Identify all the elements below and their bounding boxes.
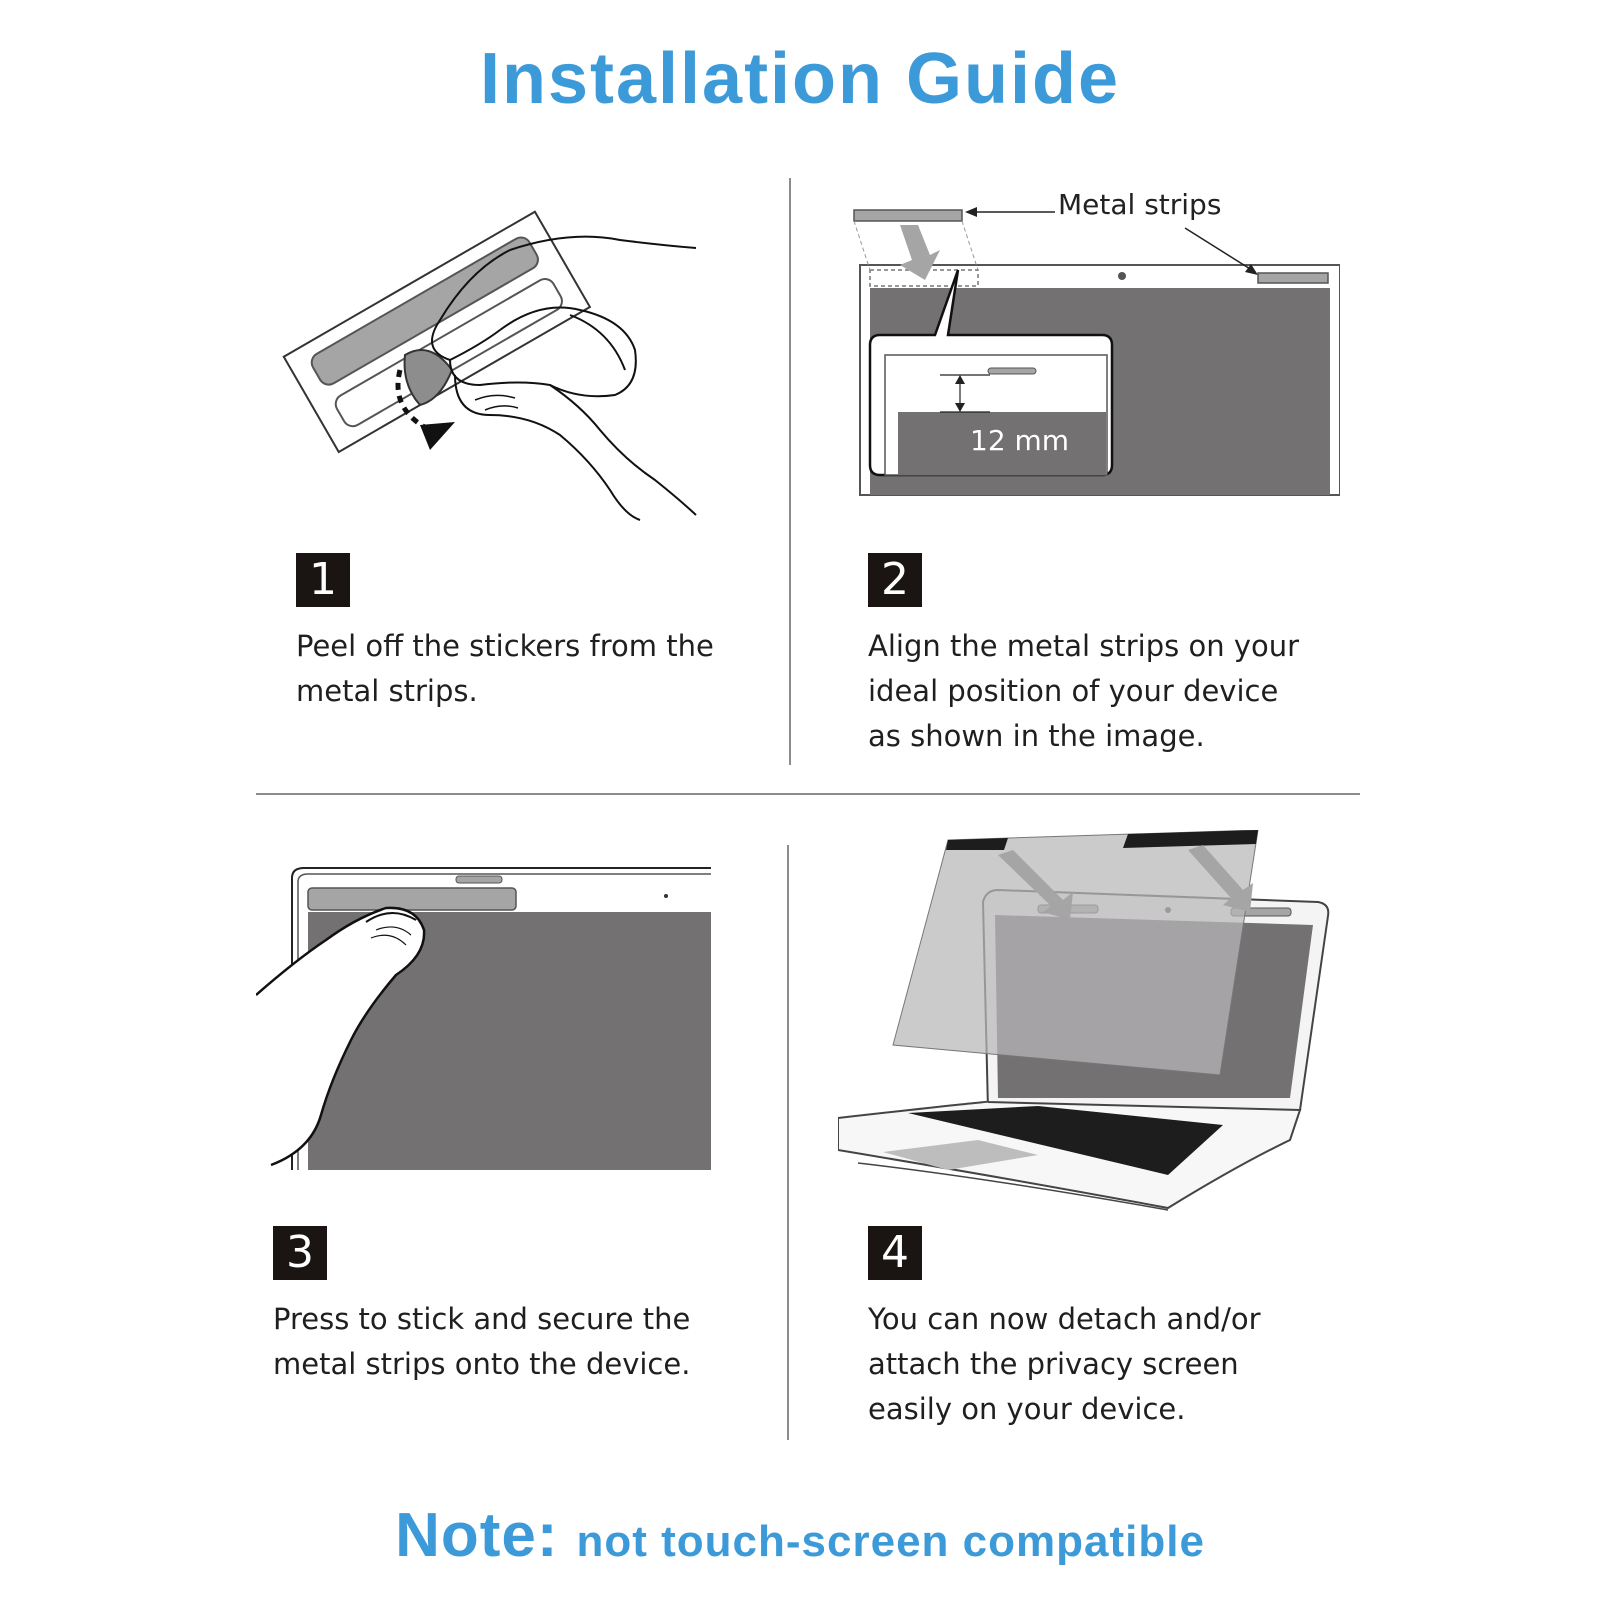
step-2-badge: 2 — [868, 553, 922, 607]
step-2-text — [868, 624, 1299, 759]
note-text: not touch-screen compatible — [576, 1517, 1205, 1566]
step-3-text — [273, 1297, 690, 1387]
page-title: Installation Guide — [479, 39, 1121, 119]
step-4-badge: 4 — [868, 1226, 922, 1280]
step-4-line-1: You can now detach and/or — [868, 1302, 1261, 1336]
step-3-line-2: metal strips onto the device. — [273, 1347, 691, 1381]
align-strips-illustration — [840, 180, 1340, 500]
step-2-line-3: as shown in the image. — [868, 719, 1205, 753]
press-strips-illustration — [256, 860, 716, 1180]
peel-sticker-illustration — [280, 170, 720, 550]
step-2-line-1: Align the metal strips on your — [868, 629, 1300, 663]
divider-vertical-top — [789, 178, 791, 765]
divider-vertical-bottom — [787, 845, 789, 1440]
attach-screen-illustration — [838, 830, 1348, 1220]
step-2-line-2: ideal position of your device — [868, 674, 1279, 708]
step-3-badge: 3 — [273, 1226, 327, 1280]
divider-horizontal — [256, 793, 1360, 795]
step-1-line-2: metal strips. — [296, 674, 478, 708]
compatibility-note — [0, 1500, 1600, 1571]
metal-strips-label: Metal strips — [1058, 188, 1222, 221]
step-1-line-1: Peel off the stickers from the — [296, 629, 714, 663]
step-4-line-3: easily on your device. — [868, 1392, 1186, 1426]
note-label: Note: — [395, 1501, 559, 1570]
step-4-text — [868, 1297, 1261, 1432]
step-4-line-2: attach the privacy screen — [868, 1347, 1239, 1381]
measurement-label: 12 mm — [970, 424, 1070, 457]
step-1-text — [296, 624, 714, 714]
step-1-badge: 1 — [296, 553, 350, 607]
step-3-line-1: Press to stick and secure the — [273, 1302, 691, 1336]
